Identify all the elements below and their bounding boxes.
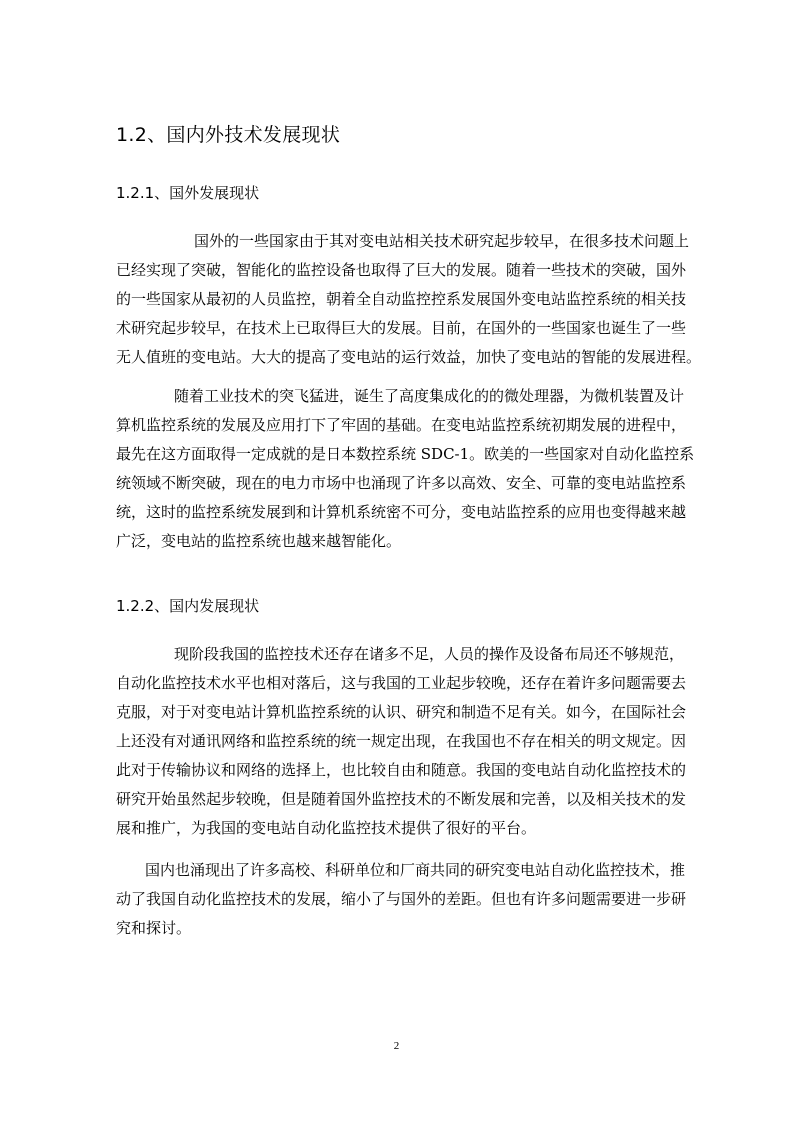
subsection-heading-foreign: 1.2.1、国外发展现状 bbox=[116, 184, 260, 202]
text-line: 随着工业技术的突飞猛进，诞生了高度集成化的的微处理器，为微机装置及计 bbox=[174, 387, 685, 405]
text-line: 无人值班的变电站。大大的提高了变电站的运行效益，加快了变电站的智能的发展进程。 bbox=[116, 348, 702, 366]
text-line: 术研究起步较早，在技术上已取得巨大的发展。目前，在国外的一些国家也诞生了一些 bbox=[116, 319, 687, 337]
paragraph-foreign-2 bbox=[116, 382, 726, 556]
paragraph-domestic-2 bbox=[116, 856, 726, 943]
text-line: 究和探讨。 bbox=[116, 919, 192, 937]
subsection-heading-domestic: 1.2.2、国内发展现状 bbox=[116, 597, 260, 615]
paragraph-domestic-1 bbox=[116, 640, 726, 843]
text-line: 自动化监控技术水平也相对落后，这与我国的工业起步较晚，还存在着许多问题需要去 bbox=[116, 674, 687, 692]
text-line: 广泛，变电站的监控系统也越来越智能化。 bbox=[116, 532, 402, 550]
text-line: 克服，对于对变电站计算机监控系统的认识、研究和制造不足有关。如今，在国际社会 bbox=[116, 703, 687, 721]
text-line: 动了我国自动化监控技术的发展，缩小了与国外的差距。但也有许多问题需要进一步研 bbox=[116, 890, 687, 908]
text-line: 国外的一些国家由于其对变电站相关技术研究起步较早，在很多技术问题上 bbox=[194, 232, 690, 250]
text-line: 统领域不断突破，现在的电力市场中也涌现了许多以高效、安全、可靠的变电站监控系 bbox=[116, 474, 687, 492]
text-line: 此对于传输协议和网络的选择上，也比较自由和随意。我国的变电站自动化监控技术的 bbox=[116, 761, 687, 779]
section-heading: 1.2、国内外技术发展现状 bbox=[116, 124, 341, 146]
page-number: 2 bbox=[393, 1040, 400, 1052]
text-line: 算机监控系统的发展及应用打下了牢固的基础。在变电站监控系统初期发展的进程中， bbox=[116, 416, 687, 434]
text-line: 已经实现了突破，智能化的监控设备也取得了巨大的发展。随着一些技术的突破，国外 bbox=[116, 261, 687, 279]
text-line: 最先在这方面取得一定成就的是日本数控系统 SDC-1。欧美的一些国家对自动化监控系 bbox=[116, 445, 695, 463]
text-line: 上还没有对通讯网络和监控系统的统一规定出现，在我国也不存在相关的明文规定。因 bbox=[116, 732, 687, 750]
text-line: 研究开始虽然起步较晚，但是随着国外监控技术的不断发展和完善，以及相关技术的发 bbox=[116, 790, 687, 808]
paragraph-foreign-1 bbox=[116, 227, 726, 372]
text-line: 的一些国家从最初的人员监控，朝着全自动监控控系发展国外变电站监控系统的相关技 bbox=[116, 290, 687, 308]
text-line: 现阶段我国的监控技术还存在诸多不足，人员的操作及设备布局还不够规范， bbox=[174, 645, 685, 663]
text-line: 统，这时的监控系统发展到和计算机系统密不可分，变电站监控系的应用也变得越来越 bbox=[116, 503, 687, 521]
text-line: 国内也涌现出了许多高校、科研单位和厂商共同的研究变电站自动化监控技术，推 bbox=[145, 861, 686, 879]
text-line: 展和推广，为我国的变电站自动化监控技术提供了很好的平台。 bbox=[116, 819, 537, 837]
